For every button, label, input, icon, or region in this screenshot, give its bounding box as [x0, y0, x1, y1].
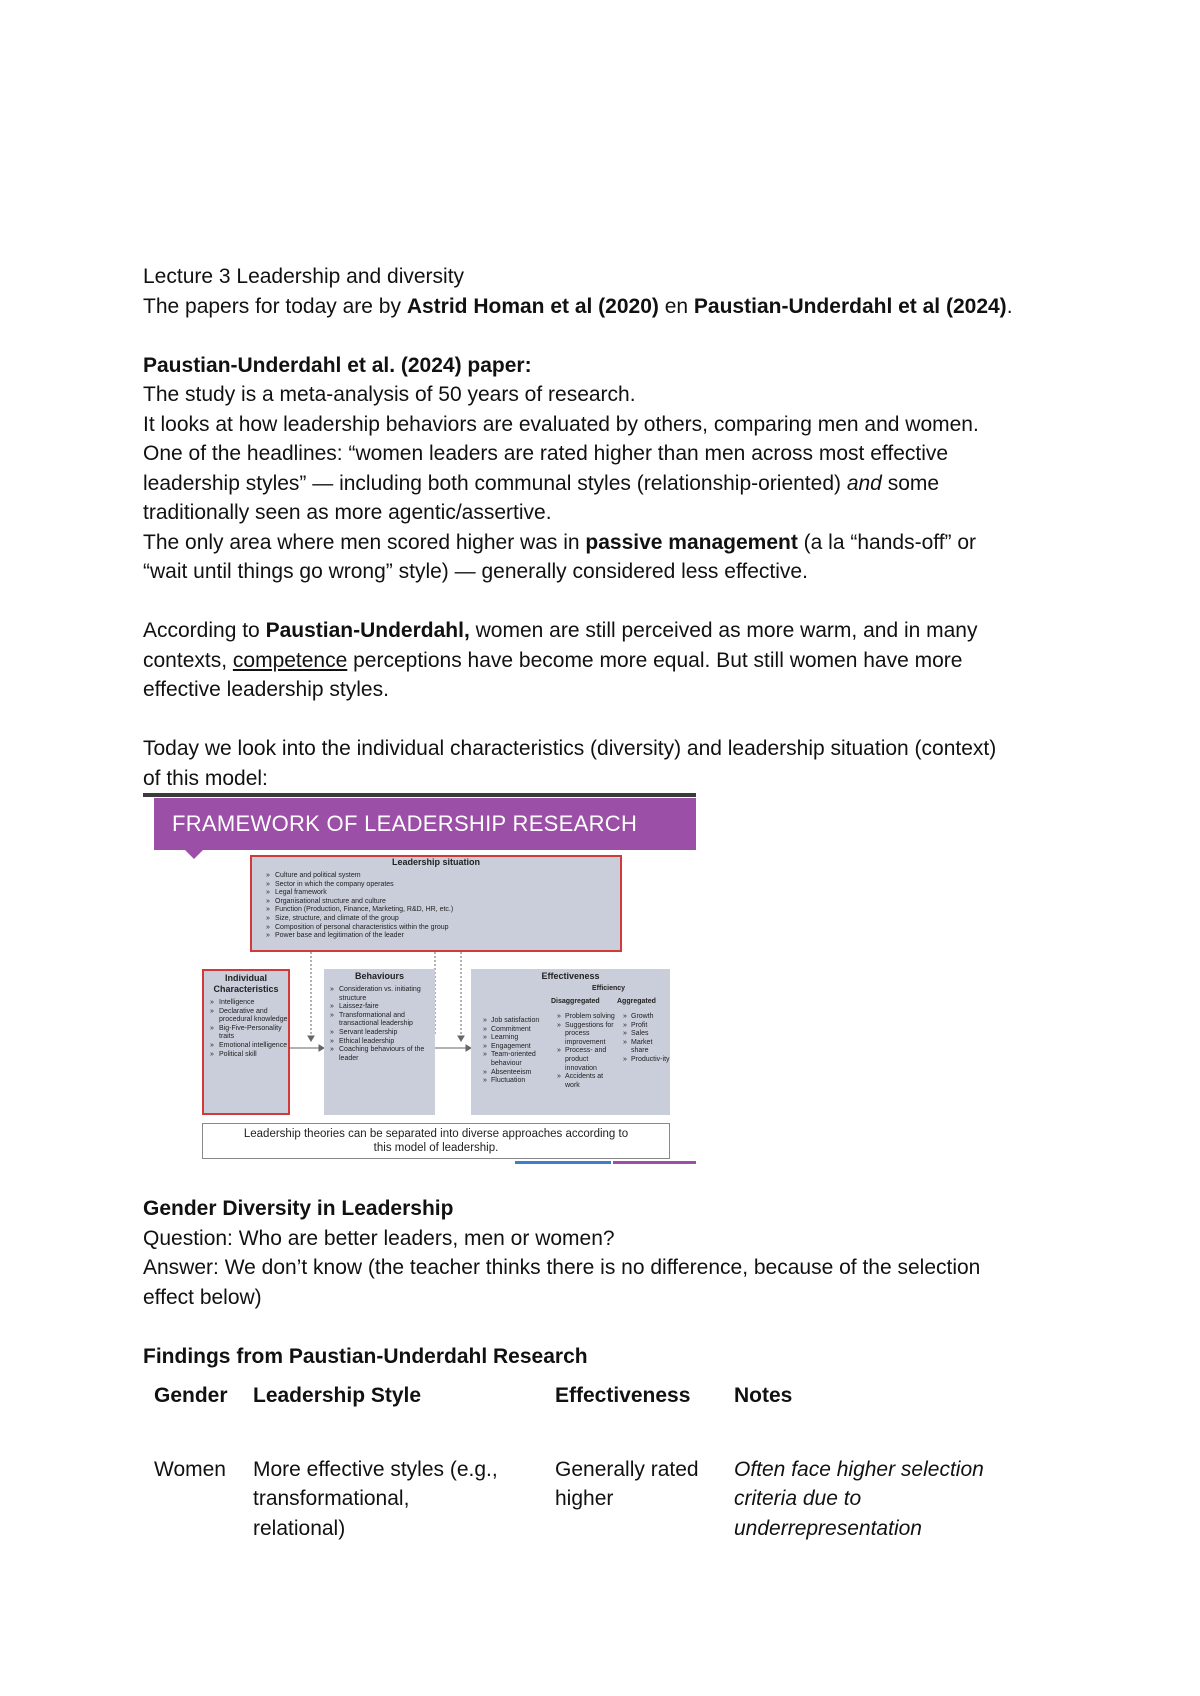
- paustian-line-5: traditionally seen as more agentic/assertive.: [143, 501, 552, 524]
- list-item: » Team-oriented behaviour: [483, 1051, 553, 1068]
- framework-banner: FRAMEWORK OF LEADERSHIP RESEARCH: [154, 798, 696, 850]
- effectiveness-cell: Generally rated higher: [555, 1457, 699, 1510]
- list-item: » Absenteeism: [483, 1069, 553, 1078]
- situation-title: Leadership situation: [391, 857, 480, 867]
- list-item: » Process- and product innovation: [557, 1047, 617, 1073]
- list-item: » Legal framework: [266, 889, 620, 898]
- list-item: » Ethical leadership: [330, 1038, 435, 1047]
- aggregated-label: Aggregated: [617, 998, 656, 1005]
- list-item: » Learning: [483, 1034, 553, 1043]
- paustian-heading: Paustian-Underdahl et al. (2024) paper:: [143, 353, 532, 377]
- effectiveness-title: Effectiveness: [541, 971, 600, 981]
- aggregated-list: [617, 1013, 671, 1065]
- gender-question: Question: Who are better leaders, men or women?: [143, 1226, 615, 1250]
- paper-a: Astrid Homan et al (2020): [406, 294, 659, 318]
- paustian-line-7: “wait until things go wrong” style) — generally considered less effective.: [143, 560, 808, 583]
- today-line-2: of this model:: [143, 766, 268, 790]
- list-item: » Coaching behaviours of the leader: [330, 1046, 435, 1063]
- list-item: » Emotional intelligence: [210, 1042, 288, 1051]
- notes-cell: Often face higher selection criteria due to underrepresentation: [734, 1457, 984, 1540]
- today-line-1: Today we look into the individual characteristics (diversity) and leadership situation (context): [143, 737, 997, 760]
- paustian-line-1: The study is a meta-analysis of 50 years of research.: [143, 383, 636, 406]
- column-header: Notes: [734, 1384, 793, 1407]
- list-item: » Organisational structure and culture: [266, 898, 620, 907]
- list-item: » Profit: [623, 1022, 671, 1031]
- style-cell: More effective styles (e.g., transformational, relational): [253, 1457, 498, 1540]
- effectiveness-box: [471, 969, 670, 1115]
- paustian-line-2: It looks at how leadership behaviors are evaluated by others, comparing men and women.: [143, 412, 979, 436]
- according-line-3: effective leadership styles.: [143, 678, 389, 701]
- behaviours-title: Behaviours: [354, 971, 405, 981]
- list-item: » Transformational and transactional leadership: [330, 1012, 435, 1029]
- list-item: » Consideration vs. initiating structure: [330, 986, 435, 1003]
- arrowhead: [458, 1036, 464, 1041]
- situation-list: [252, 872, 620, 941]
- column-header: Gender: [154, 1384, 228, 1407]
- lecture-title: Lecture 3 Leadership and diversity: [143, 265, 465, 288]
- framework-figure: [143, 793, 696, 1165]
- list-item: » Culture and political system: [266, 872, 620, 881]
- table-row: [143, 1455, 1083, 1545]
- caption-accent-purple: [613, 1161, 696, 1164]
- gender-heading: Gender Diversity in Leadership: [143, 1197, 454, 1220]
- gender-answer-1: Answer: We don’t know (the teacher thinks there is no difference, because of the selection: [143, 1256, 981, 1279]
- findings-table: [143, 1381, 1083, 1545]
- effect-list: [477, 1017, 553, 1086]
- list-item: » Engagement: [483, 1043, 553, 1052]
- leadership-situation-box: [250, 855, 622, 952]
- list-item: » Big-Five-Personality traits: [210, 1025, 288, 1042]
- list-item: » Power base and legitimation of the leader: [266, 932, 620, 941]
- findings-heading: Findings from Paustian-Underdahl Research: [143, 1344, 588, 1368]
- according-line-2: contexts, competence perceptions have become more equal. But still women have more: [143, 648, 963, 672]
- list-item: » Market share: [623, 1039, 671, 1056]
- list-item: » Function (Production, Finance, Marketing, R&D, HR, etc.): [266, 906, 620, 915]
- framework-caption: Leadership theories can be separated into diverse approaches according to this model of leadership.: [202, 1123, 670, 1159]
- list-item: » Accidents at work: [557, 1073, 617, 1090]
- list-item: » Growth: [623, 1013, 671, 1022]
- list-item: » Intelligence: [210, 999, 288, 1008]
- document-page: [143, 262, 1083, 1545]
- list-item: » Political skill: [210, 1051, 288, 1060]
- arrowhead: [308, 1036, 314, 1041]
- paper-b: Paustian-Underdahl et al (2024): [693, 294, 1007, 318]
- list-item: » Job satisfaction: [483, 1017, 553, 1026]
- disaggregated-list: [551, 1013, 617, 1090]
- efficiency-label: Efficiency: [592, 985, 626, 992]
- column-header: Leadership Style: [253, 1384, 422, 1407]
- list-item: » Size, structure, and climate of the group: [266, 915, 620, 924]
- individual-characteristics-box: [202, 969, 290, 1115]
- list-item: » Commitment: [483, 1026, 553, 1035]
- according-line-1: According to Paustian-Underdahl, women are still perceived as more warm, and in many: [143, 619, 978, 642]
- list-item: » Fluctuation: [483, 1077, 553, 1086]
- disaggregated-label: Disaggregated: [551, 998, 600, 1005]
- list-item: » Composition of personal characteristics within the group: [266, 924, 620, 933]
- column-header: Effectiveness: [555, 1384, 691, 1407]
- list-item: » Problem solving: [557, 1013, 617, 1022]
- behaviours-box: [324, 969, 435, 1115]
- list-item: » Declarative and procedural knowledge: [210, 1008, 288, 1025]
- individual-list: [204, 999, 288, 1059]
- papers-line: The papers for today are by Astrid Homan et al (2020) en Paustian-Underdahl et al (2024).: [143, 294, 1013, 318]
- individual-title: Individual Characteristics: [213, 973, 279, 994]
- table-header-row: [143, 1381, 1083, 1411]
- gender-answer-2: effect below): [143, 1285, 262, 1309]
- list-item: » Productiv-ity: [623, 1056, 671, 1065]
- paustian-line-6: The only area where men scored higher was in passive management (a la “hands-off” or: [143, 530, 977, 554]
- behaviours-list: [324, 986, 435, 1063]
- gender-cell: Women: [154, 1457, 226, 1481]
- paustian-line-4: leadership styles” — including both communal styles (relationship-oriented) and some: [143, 471, 940, 495]
- list-item: » Sales: [623, 1030, 671, 1039]
- list-item: » Laissez-faire: [330, 1003, 435, 1012]
- list-item: » Suggestions for process improvement: [557, 1022, 617, 1048]
- list-item: » Sector in which the company operates: [266, 881, 620, 890]
- list-item: » Servant leadership: [330, 1029, 435, 1038]
- caption-accent-blue: [515, 1161, 611, 1164]
- paustian-line-3: One of the headlines: “women leaders are rated higher than men across most effective: [143, 442, 949, 465]
